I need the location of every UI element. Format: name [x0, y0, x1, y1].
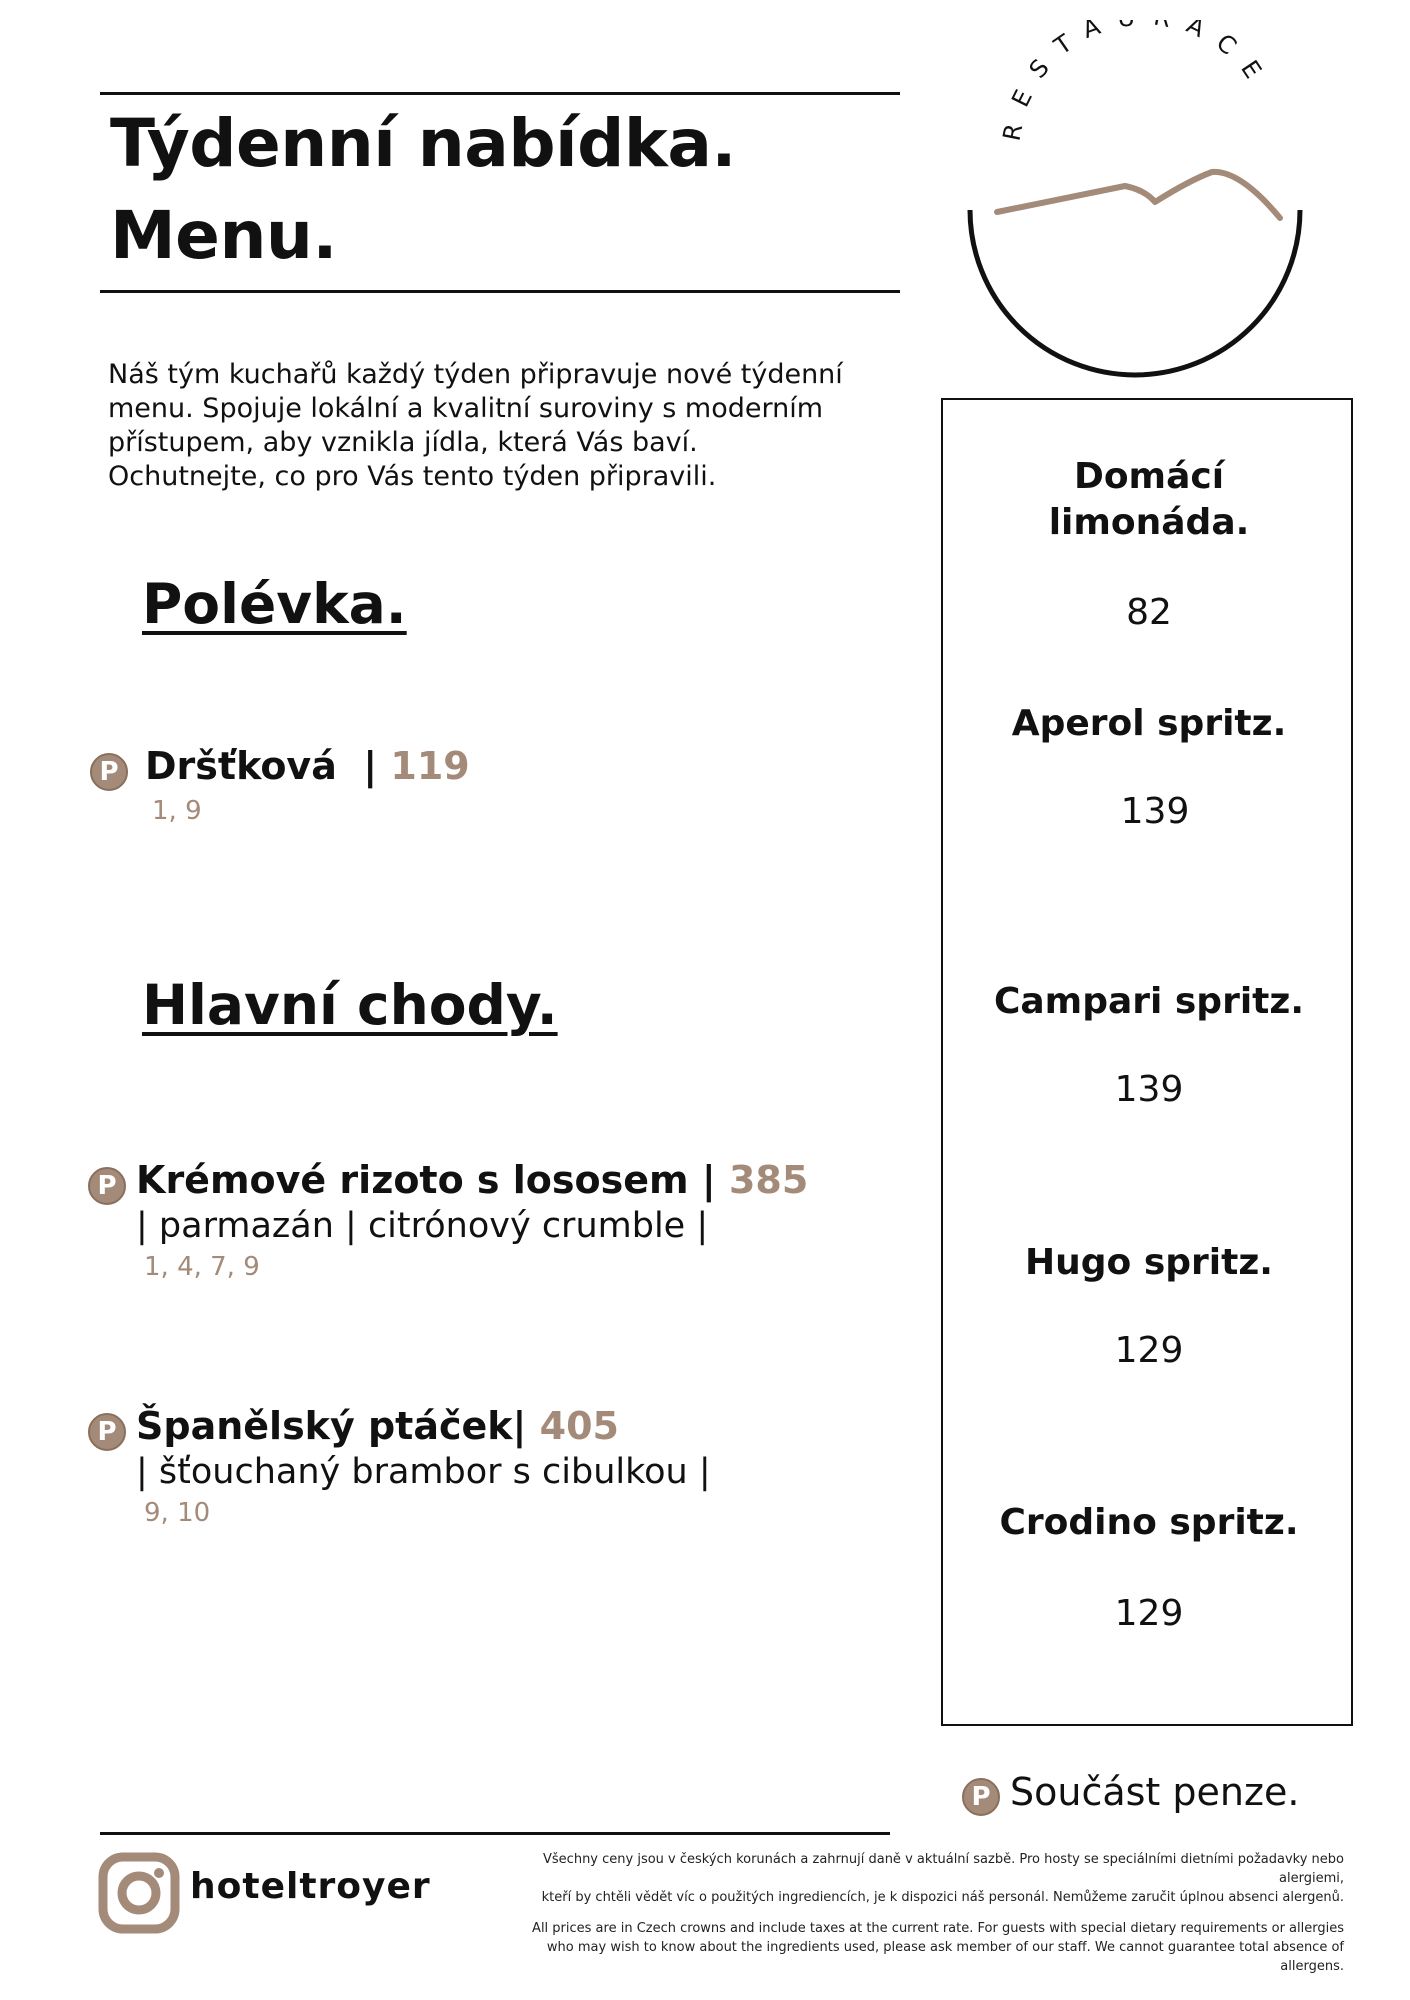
drink-name-line: Domácí: [1073, 456, 1225, 497]
main-item-1-allergens: 1, 4, 7, 9: [144, 1252, 260, 1282]
dish-price: 405: [539, 1404, 619, 1448]
pension-badge-icon: P: [88, 1167, 126, 1205]
mains-heading: Hlavní chody.: [142, 973, 558, 1037]
instagram-handle[interactable]: hoteltroyer: [190, 1866, 431, 1907]
main-item-2-allergens: 9, 10: [144, 1498, 211, 1528]
title-line-2: Menu.: [110, 197, 337, 274]
intro-line-2: menu. Spojuje lokální a kvalitní suroviny s moderním: [108, 393, 824, 424]
instagram-icon[interactable]: [98, 1852, 180, 1934]
drink-price: 82: [1126, 592, 1172, 633]
disclaimer-cz-line-1: Všechny ceny jsou v českých korunách a zahrnují daně v aktuální sazbě. Pro hosty se speciálními dietními požadavky nebo alergiemi,: [543, 1852, 1344, 1886]
intro-line-1: Náš tým kuchařů každý týden připravuje nové týdenní: [108, 359, 843, 390]
restaurant-logo: [950, 20, 1340, 380]
drink-name-line: limonáda.: [1048, 502, 1250, 543]
soup-heading: Polévka.: [142, 572, 407, 636]
drink-name: [943, 454, 1355, 546]
disclaimer-en-line-2: who may wish to know about the ingredients used, please ask member of our staff. We cannot guarantee total absence of allergens.: [546, 1940, 1344, 1974]
drink-name: Campari spritz.: [993, 981, 1305, 1022]
dish-name: Dršťková |: [145, 744, 391, 788]
header-top-rule: [100, 92, 900, 95]
title-line-1: Týdenní nabídka.: [110, 105, 736, 182]
intro-paragraph: [108, 358, 888, 494]
drink-name: Crodino spritz.: [999, 1502, 1299, 1543]
disclaimer-cz-line-2: kteří by chtěli vědět víc o použitých ingrediencích, je k dispozici náš personál. Nemůžeme zaručit úplnou absenci alergenů.: [541, 1890, 1344, 1905]
drink-price: 129: [1114, 1593, 1184, 1634]
drink-price: 139: [1114, 1069, 1184, 1110]
pension-badge-icon: P: [88, 1413, 126, 1451]
disclaimer-en-line-1: All prices are in Czech crowns and include taxes at the current rate. For guests with special dietary requirements or allergies: [532, 1921, 1344, 1936]
pension-badge-icon: P: [90, 753, 128, 791]
drink-name: Hugo spritz.: [1025, 1242, 1273, 1283]
dish-name: Krémové rizoto s lososem |: [136, 1158, 729, 1202]
pension-badge-icon: P: [962, 1778, 1000, 1816]
page-title: [110, 98, 736, 282]
header-bottom-rule: [100, 290, 900, 293]
drink-price: 129: [1114, 1330, 1184, 1371]
main-item-1-description: | parmazán | citrónový crumble |: [136, 1206, 709, 1246]
main-item-2-description: | šťouchaný brambor s cibulkou |: [136, 1452, 711, 1492]
drink-name: Aperol spritz.: [1011, 703, 1287, 744]
soup-item-name: [145, 744, 470, 788]
legend-label: Součást penze.: [1010, 1770, 1300, 1814]
soup-allergens: 1, 9: [152, 796, 202, 826]
restaurant-bowl-logo-icon: [950, 20, 1340, 380]
dish-price: 385: [728, 1158, 809, 1202]
main-item-1-name: [136, 1158, 808, 1202]
dish-price: 119: [390, 744, 470, 788]
logo-arc-text: RESTA ACE: [997, 20, 1277, 144]
intro-line-4: Ochutnejte, co pro Vás tento týden připravili.: [108, 461, 717, 492]
main-item-2-name: [136, 1404, 619, 1448]
disclaimer: [484, 1850, 1344, 1976]
drinks-panel: [941, 398, 1353, 1726]
dish-name: Španělský ptáček|: [136, 1404, 540, 1448]
drink-price: 139: [1120, 791, 1190, 832]
intro-line-3: přístupem, aby vznikla jídla, která Vás baví.: [108, 427, 698, 458]
footer-rule: [100, 1832, 890, 1835]
